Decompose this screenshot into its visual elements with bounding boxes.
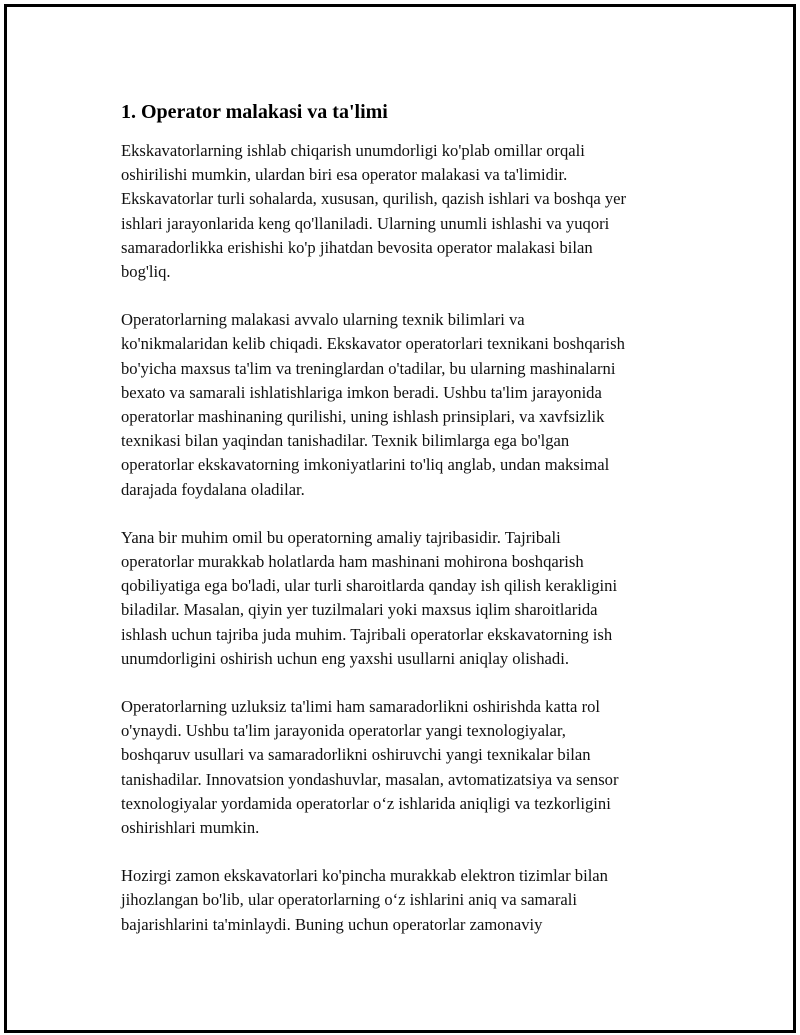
- text-line: bajarishlarini ta'minlaydi. Buning uchun operatorlar zamonaviy: [121, 914, 543, 934]
- text-line: Operatorlarning uzluksiz ta'limi ham samaradorlikni oshirishda katta rol: [121, 697, 601, 717]
- text-line: Ekskavatorlar turli sohalarda, xususan, qurilish, qazish ishlari va boshqa yer: [121, 189, 627, 209]
- text-line: ishlari jarayonlarida keng qo'llaniladi. Ularning unumli ishlashi va yuqori: [121, 213, 610, 233]
- text-line: operatorlar ekskavatorning imkoniyatlarini to'liq anglab, undan maksimal: [121, 455, 610, 475]
- text-line: Ekskavatorlarning ishlab chiqarish unumdorligi ko'plab omillar orqali: [121, 141, 585, 160]
- paragraph-4: [121, 695, 701, 840]
- text-line: Hozirgi zamon ekskavatorlari ko'pincha murakkab elektron tizimlar bilan: [121, 866, 608, 886]
- page-frame: [4, 4, 796, 1033]
- text-line: darajada foydalana oladilar.: [121, 479, 305, 499]
- text-line: qobiliyatiga ega bo'ladi, ular turli sharoitlarda qanday ish qilish kerakligini: [121, 576, 618, 596]
- text-line: ko'nikmalaridan kelib chiqadi. Ekskavator operatorlari texnikani boshqarish: [121, 334, 625, 354]
- paragraph-1: [121, 139, 701, 284]
- text-line: samaradorlikka erishishi ko'p jihatdan bevosita operator malakasi bilan: [121, 237, 593, 257]
- paragraph-3: [121, 526, 701, 671]
- paragraph-5: [121, 864, 701, 937]
- text-line: unumdorligini oshirish uchun eng yaxshi usullarni aniqlay olishadi.: [121, 648, 569, 668]
- text-line: boshqaruv usullari va samaradorlikni oshiruvchi yangi texnikalar bilan: [121, 745, 591, 765]
- paragraphs-container: [121, 139, 701, 937]
- text-line: bo'yicha maxsus ta'lim va treninglardan o'tadilar, bu ularning mashinalarni: [121, 358, 616, 378]
- text-line: texnikasi bilan yaqindan tanishadilar. Texnik bilimlarga ega bo'lgan: [121, 431, 570, 451]
- text-line: oshirilishi mumkin, ulardan biri esa operator malakasi va ta'limidir.: [121, 165, 568, 185]
- text-line: oshirishlari mumkin.: [121, 818, 260, 838]
- text-line: operatorlar murakkab holatlarda ham mashinani mohirona boshqarish: [121, 552, 584, 572]
- text-line: Operatorlarning malakasi avvalo ularning texnik bilimlari va: [121, 310, 525, 330]
- section-heading: 1. Operator malakasi va ta'limi: [121, 101, 388, 123]
- text-line: bexato va samarali ishlatishlariga imkon beradi. Ushbu ta'lim jarayonida: [121, 382, 602, 402]
- paragraph-2: [121, 308, 701, 502]
- text-line: o'ynaydi. Ushbu ta'lim jarayonida operatorlar yangi texnologiyalar,: [121, 721, 566, 741]
- text-line: ishlash uchun tajriba juda muhim. Tajribali operatorlar ekskavatorning ish: [121, 624, 613, 644]
- text-line: Yana bir muhim omil bu operatorning amaliy tajribasidir. Tajribali: [121, 527, 561, 547]
- text-line: operatorlar mashinaning qurilishi, uning ishlash prinsiplari, va xavfsizlik: [121, 407, 605, 427]
- text-line: texnologiyalar yordamida operatorlar o‘z ishlarida aniqligi va tezkorligini: [121, 793, 611, 813]
- text-line: biladilar. Masalan, qiyin yer tuzilmalari yoki maxsus iqlim sharoitlarida: [121, 600, 598, 620]
- document-body: [121, 99, 701, 961]
- text-line: bog'liq.: [121, 262, 171, 282]
- text-line: jihozlangan bo'lib, ular operatorlarning o‘z ishlarini aniq va samarali: [121, 890, 577, 910]
- text-line: tanishadilar. Innovatsion yondashuvlar, masalan, avtomatizatsiya va sensor: [121, 769, 619, 789]
